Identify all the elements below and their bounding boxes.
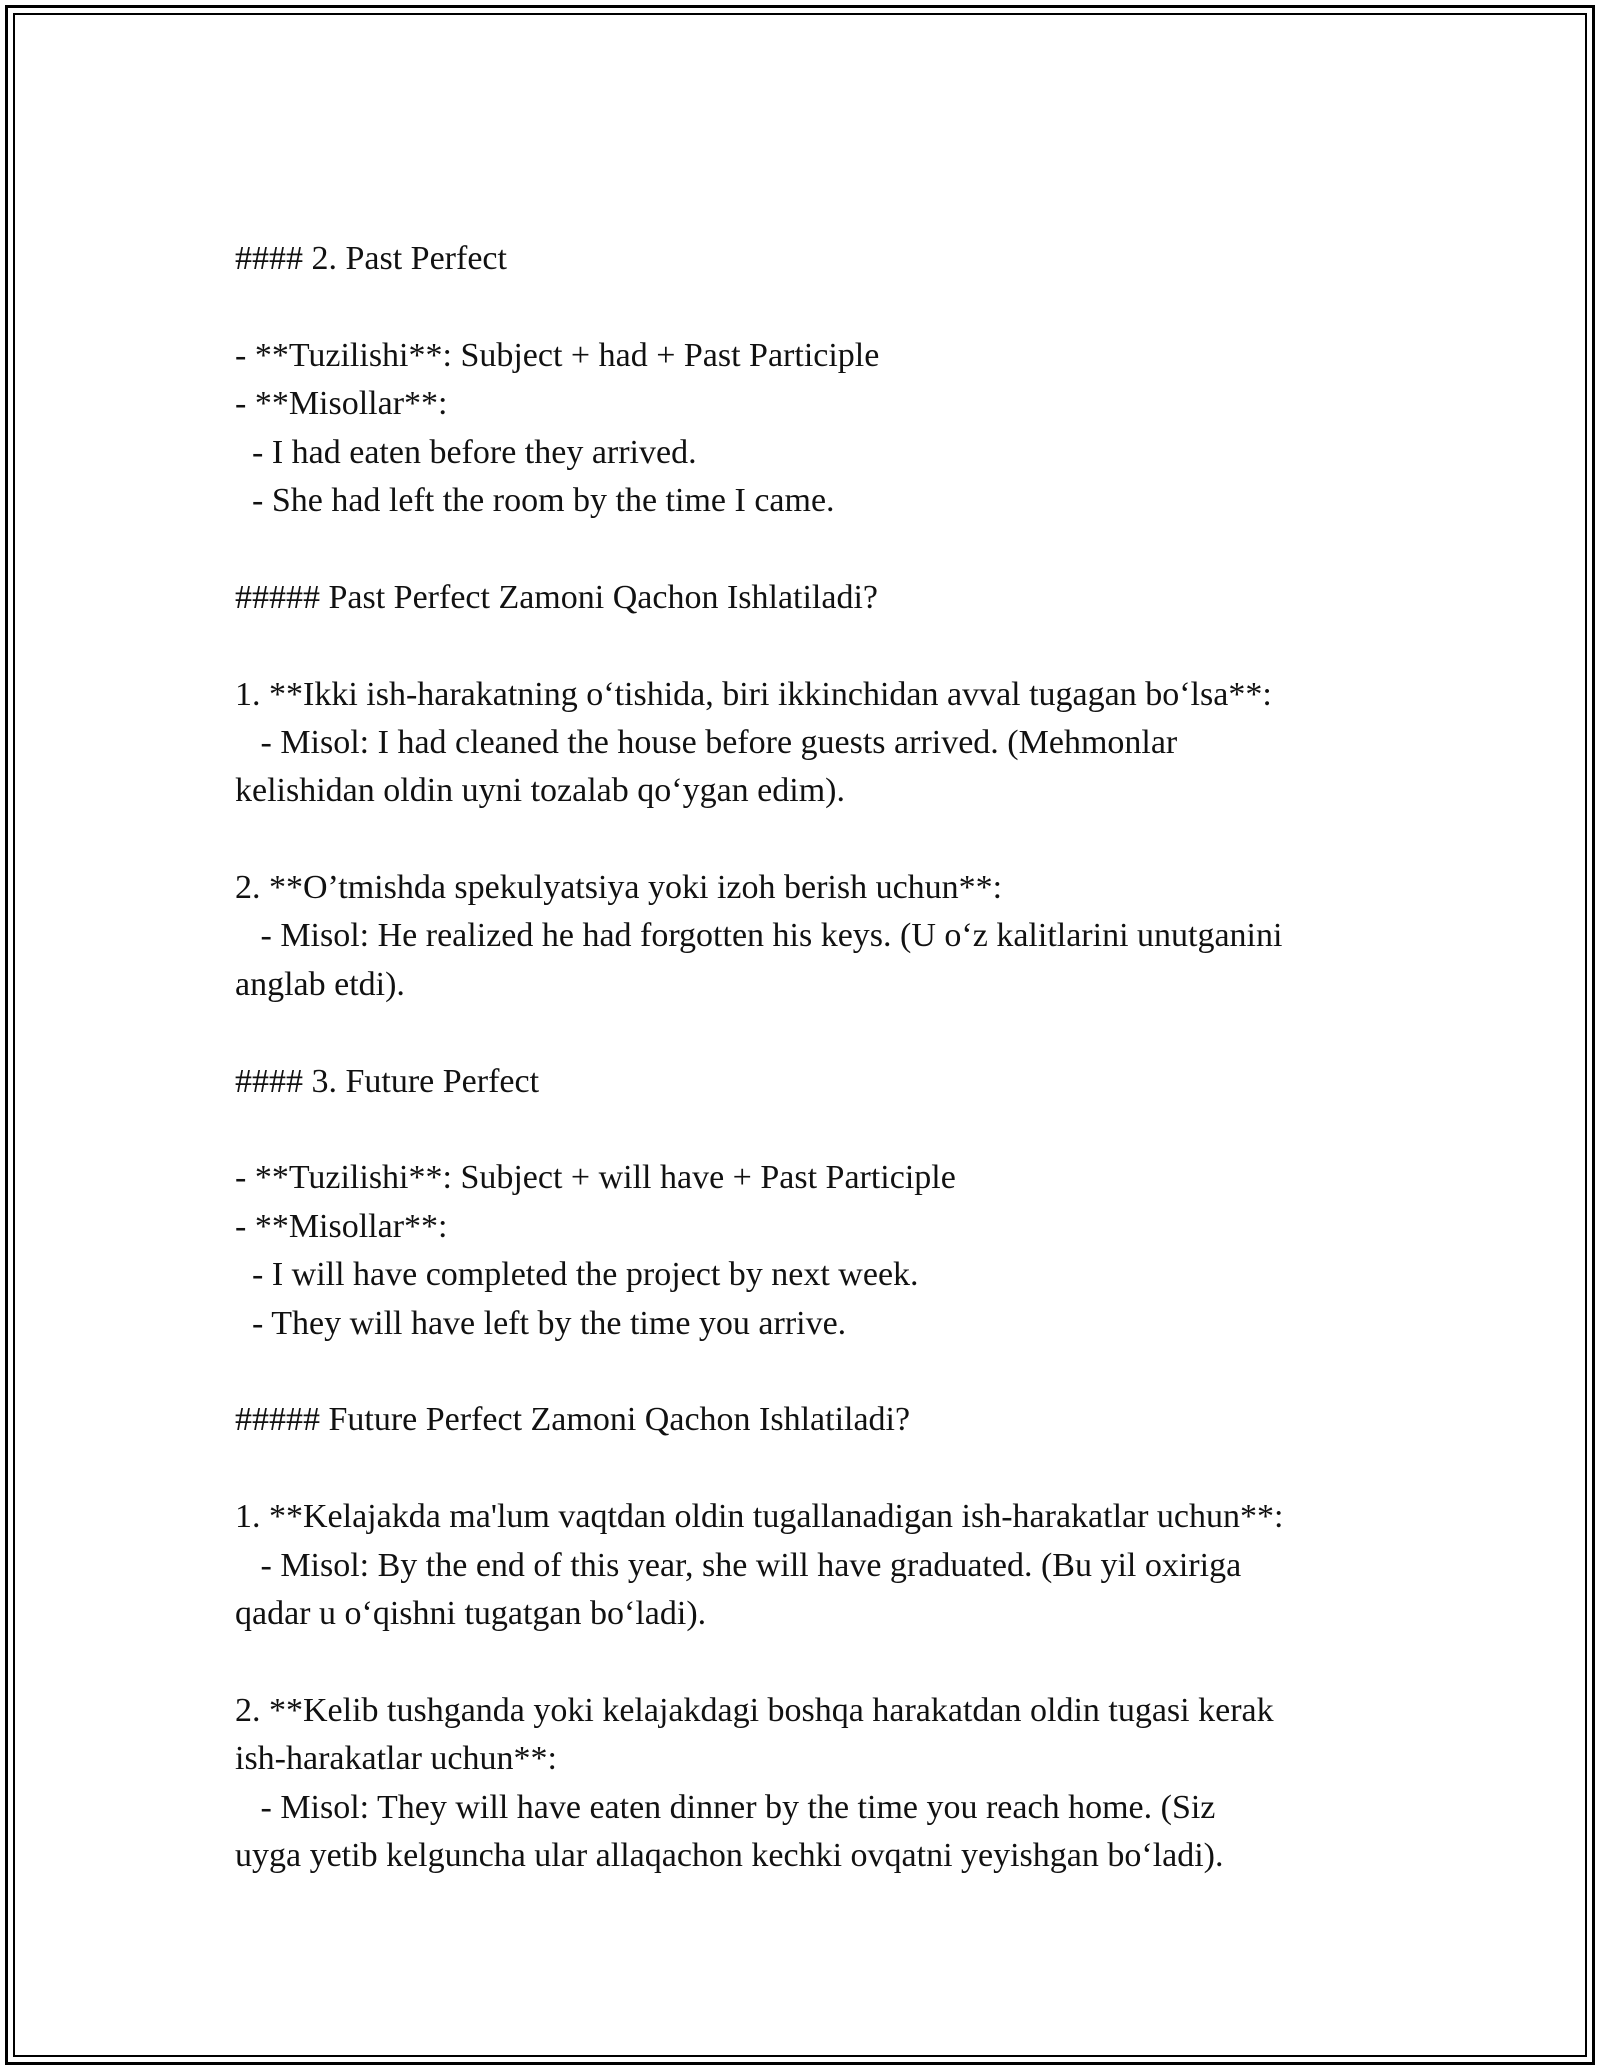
usage-example-line: - Misol: He realized he had forgotten his keys. (U o‘z kalitlarini unutganini — [235, 917, 1283, 955]
blank-line — [235, 1009, 1385, 1057]
heading-past-perfect: #### 2. Past Perfect — [235, 240, 507, 277]
blank-line — [235, 1348, 1385, 1396]
usage-item-2: 2. **Kelib tushganda yoki kelajakdagi boshqa harakatdan oldin tugasi kerak — [235, 1691, 1274, 1729]
list-item-structure: - **Tuzilishi**: Subject + will have + Past Participle — [235, 1159, 956, 1197]
blank-line — [235, 816, 1385, 864]
blank-line — [235, 283, 1385, 331]
subheading-past-perfect-usage: ##### Past Perfect Zamoni Qachon Ishlatiladi? — [235, 578, 878, 616]
usage-example-line: - Misol: By the end of this year, she will have graduated. (Bu yil oxiriga — [235, 1546, 1242, 1584]
blank-line — [235, 622, 1385, 670]
usage-example-line: kelishidan oldin uyni tozalab qo‘ygan edim). — [235, 772, 845, 810]
usage-example-line: anglab etdi). — [235, 965, 405, 1003]
example-line: - I had eaten before they arrived. — [235, 433, 697, 471]
usage-item-1: 1. **Ikki ish-harakatning o‘tishida, biri ikkinchidan avval tugagan bo‘lsa**: — [235, 675, 1272, 713]
example-line: - I will have completed the project by next week. — [235, 1256, 919, 1294]
heading-future-perfect: #### 3. Future Perfect — [235, 1062, 540, 1100]
blank-line — [235, 1638, 1385, 1686]
usage-item-2-continued: ish-harakatlar uchun**: — [235, 1740, 557, 1778]
example-line: - They will have left by the time you arrive. — [235, 1304, 847, 1342]
example-line: - She had left the room by the time I came. — [235, 481, 835, 519]
usage-example-line: uyga yetib kelguncha ular allaqachon kechki ovqatni yeyishgan bo‘ladi). — [235, 1836, 1224, 1874]
list-item-structure: - **Tuzilishi**: Subject + had + Past Participle — [235, 336, 880, 374]
list-item-examples: - **Misollar**: — [235, 385, 448, 423]
list-item-examples: - **Misollar**: — [235, 1207, 448, 1245]
document-body — [235, 235, 1385, 1880]
usage-example-line: qadar u o‘qishni tugatgan bo‘ladi). — [235, 1594, 707, 1632]
usage-item-1: 1. **Kelajakda ma'lum vaqtdan oldin tugallanadigan ish-harakatlar uchun**: — [235, 1498, 1284, 1536]
usage-example-line: - Misol: I had cleaned the house before guests arrived. (Mehmonlar — [235, 723, 1178, 761]
blank-line — [235, 1445, 1385, 1493]
usage-example-line: - Misol: They will have eaten dinner by the time you reach home. (Siz — [235, 1788, 1216, 1826]
blank-line — [235, 525, 1385, 573]
blank-line — [235, 1106, 1385, 1154]
usage-item-2: 2. **O’tmishda spekulyatsiya yoki izoh berish uchun**: — [235, 869, 1003, 907]
subheading-future-perfect-usage: ##### Future Perfect Zamoni Qachon Ishlatiladi? — [235, 1401, 911, 1439]
